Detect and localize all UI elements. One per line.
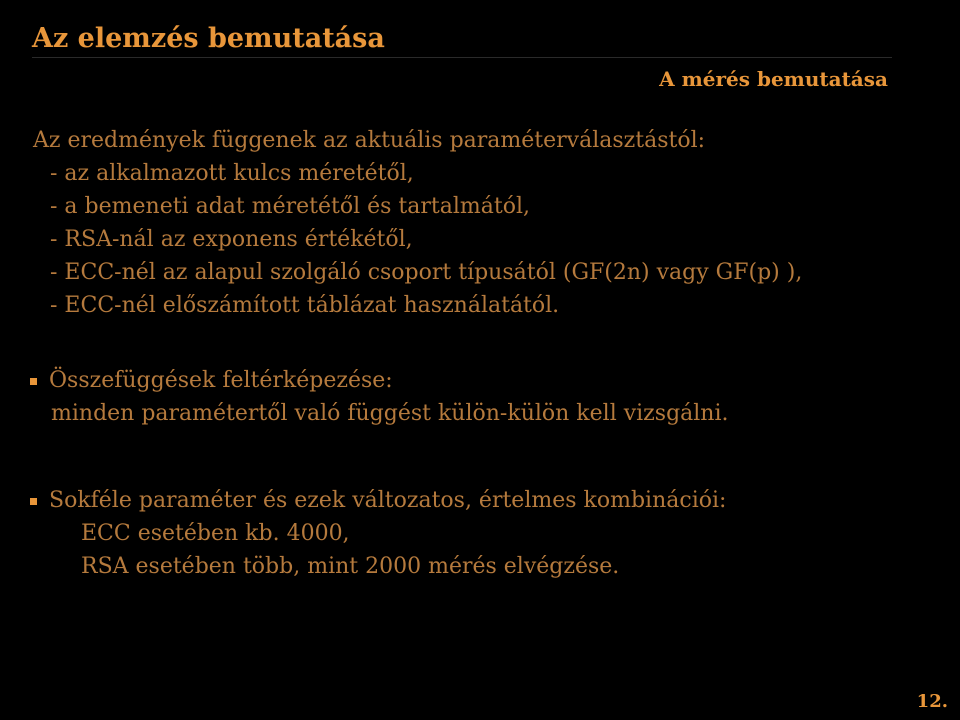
bullet-line: minden paramétertől való függést külön-külön kell vizsgálni. xyxy=(51,401,729,426)
list-item: - ECC-nél előszámított táblázat használatától. xyxy=(50,293,560,318)
intro-text: Az eredmények függenek az aktuális paraméterválasztástól: xyxy=(33,128,706,153)
bullet-block-dependencies xyxy=(30,364,729,430)
square-bullet-icon xyxy=(30,498,37,505)
slide-subtitle: A mérés bemutatása xyxy=(659,67,888,91)
list-item: - a bemeneti adat méretétől és tartalmától, xyxy=(50,194,530,219)
bullet-line: RSA esetében több, mint 2000 mérés elvégzése. xyxy=(81,554,620,579)
bullet-block-combinations xyxy=(30,484,726,583)
title-divider xyxy=(32,57,892,58)
list-item: - ECC-nél az alapul szolgáló csoport típusától (GF(2n) vagy GF(p) ), xyxy=(50,260,803,285)
list-item: - RSA-nál az exponens értékétől, xyxy=(50,227,413,252)
parameter-list xyxy=(50,157,802,322)
page-number: 12. xyxy=(916,691,948,712)
bullet-heading: Összefüggések feltérképezése: xyxy=(49,368,393,393)
list-item: - az alkalmazott kulcs méretétől, xyxy=(50,161,414,186)
bullet-heading: Sokféle paraméter és ezek változatos, értelmes kombinációi: xyxy=(49,488,727,513)
bullet-row xyxy=(30,484,726,517)
slide-title: Az elemzés bemutatása xyxy=(32,23,385,54)
bullet-row xyxy=(30,364,729,397)
square-bullet-icon xyxy=(30,378,37,385)
bullet-line: ECC esetében kb. 4000, xyxy=(81,521,350,546)
